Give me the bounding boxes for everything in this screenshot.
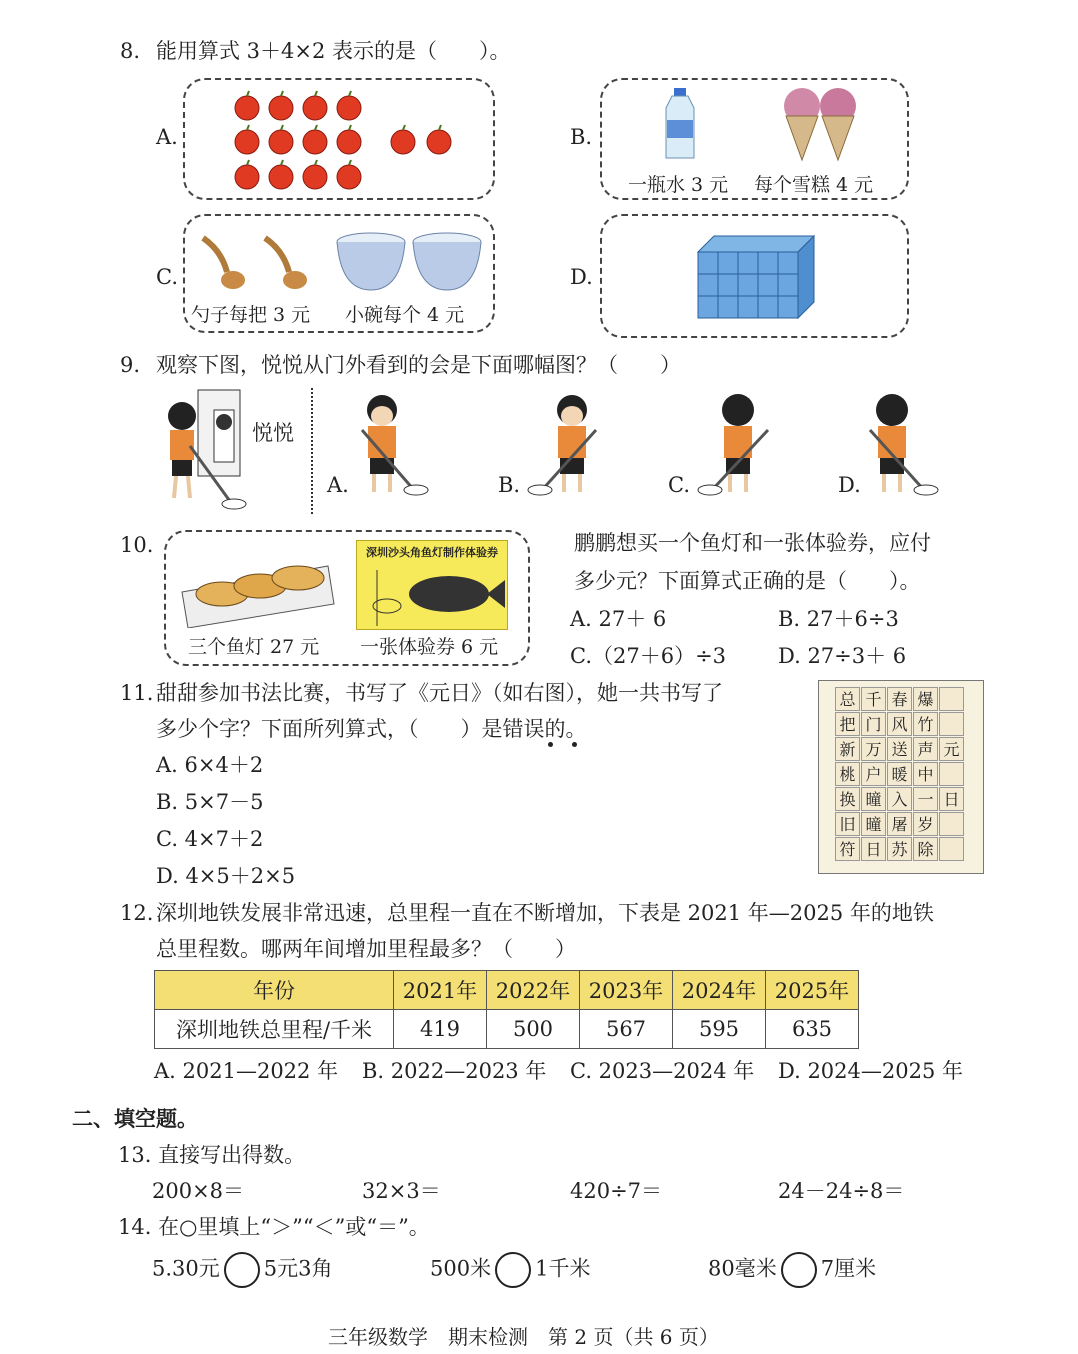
table-header-cell: 2021年 xyxy=(394,971,487,1010)
q13-item[interactable]: 200×8＝ xyxy=(152,1179,245,1203)
q10-option-c[interactable]: C.（27＋6）÷3 xyxy=(570,644,727,668)
water-bottle-icon xyxy=(660,86,700,162)
q8-option-d-label[interactable]: D. xyxy=(570,265,593,289)
poem-char: 符 xyxy=(835,837,860,861)
q12-option-c[interactable]: C. 2023—2024 年 xyxy=(570,1059,755,1083)
poem-char: 桃 xyxy=(835,762,860,786)
apple-icon xyxy=(269,165,293,189)
q9-option-d-label[interactable]: D. xyxy=(838,473,861,497)
poem-char: 暖 xyxy=(887,762,912,786)
apple-icon xyxy=(269,130,293,154)
metro-mileage-table xyxy=(154,970,859,1049)
table-header-row xyxy=(155,971,859,1010)
q11-question-line1: 甜甜参加书法比赛，书写了《元日》（如右图），她一共书写了 xyxy=(156,681,723,705)
compare-circle-input[interactable] xyxy=(224,1252,260,1288)
compare-left: 500米 xyxy=(430,1256,492,1281)
q8-option-a-box[interactable] xyxy=(183,78,495,200)
poem-char: 万 xyxy=(861,737,886,761)
boy-at-door-illustration xyxy=(160,386,250,514)
poem-char: 新 xyxy=(835,737,860,761)
compare-right: 7厘米 xyxy=(820,1256,877,1281)
q9-option-b-label[interactable]: B. xyxy=(498,473,521,497)
apple-icon xyxy=(303,165,327,189)
q11-option-b[interactable]: B. 5×7－5 xyxy=(156,790,264,814)
poem-char: 总 xyxy=(835,687,860,711)
table-header-cell: 2022年 xyxy=(487,971,580,1010)
poem-char: 送 xyxy=(887,737,912,761)
poem-char: 换 xyxy=(835,787,860,811)
poem-char: 曈 xyxy=(861,812,886,836)
table-cell: 635 xyxy=(766,1010,859,1049)
q10-option-a[interactable]: A. 27＋ 6 xyxy=(570,607,667,631)
q10-picture-box xyxy=(164,530,530,666)
q12-question-line2: 总里程数。哪两年间增加里程最多？（ ） xyxy=(156,937,576,961)
poem-char: 入 xyxy=(887,787,912,811)
table-cell: 567 xyxy=(580,1010,673,1049)
compare-right: 5元3角 xyxy=(263,1256,333,1281)
q13-question: 13. 直接写出得数。 xyxy=(118,1143,306,1167)
apple-icon xyxy=(391,130,415,154)
q9-option-c-label[interactable]: C. xyxy=(668,473,690,497)
apple-icon xyxy=(235,130,259,154)
poem-char: 岁 xyxy=(913,812,938,836)
emphasis-dot xyxy=(548,742,553,747)
page-footer: 三年级数学 期末检测 第 2 页（共 6 页） xyxy=(328,1325,719,1349)
table-header-cell: 2024年 xyxy=(673,971,766,1010)
apple-icon xyxy=(337,165,361,189)
poem-char xyxy=(939,812,964,836)
q9-divider xyxy=(311,388,313,514)
q14-question: 14. 在○里填上“＞”“＜”或“＝”。 xyxy=(118,1215,430,1239)
emphasis-dot xyxy=(572,742,577,747)
q8-option-c-box[interactable] xyxy=(183,214,495,333)
q14-compare-1 xyxy=(152,1252,333,1288)
fish-lanterns-icon xyxy=(178,542,338,628)
q8-option-d-box[interactable] xyxy=(600,214,909,338)
ice-cream-icon xyxy=(780,84,860,164)
apple-icon xyxy=(303,96,327,120)
apple-icon xyxy=(337,130,361,154)
q13-item[interactable]: 24－24÷8＝ xyxy=(778,1179,905,1203)
poem-char: 爆 xyxy=(913,687,938,711)
poem-char: 千 xyxy=(861,687,886,711)
q10-caption-ticket: 一张体验券 6 元 xyxy=(360,636,499,658)
poem-char: 声 xyxy=(913,737,938,761)
boy-back-d-icon[interactable] xyxy=(862,386,942,500)
q8-number: 8. xyxy=(120,39,141,63)
poem-char: 旧 xyxy=(835,812,860,836)
q8-question: 能用算式 3＋4×2 表示的是（ ）。 xyxy=(156,39,511,63)
poem-char: 苏 xyxy=(887,837,912,861)
q14-compare-2 xyxy=(430,1252,590,1288)
poem-char: 门 xyxy=(861,712,886,736)
apple-icon xyxy=(337,96,361,120)
bowl-icon xyxy=(335,230,485,294)
q10-question-line2: 多少元？下面算式正确的是（ ）。 xyxy=(574,569,921,593)
section-title: 二、填空题。 xyxy=(72,1106,198,1131)
poem-char xyxy=(939,712,964,736)
table-cell: 深圳地铁总里程/千米 xyxy=(155,1010,394,1049)
ticket-title: 深圳沙头角鱼灯制作体验券 xyxy=(366,546,498,559)
q8-c-caption-spoon: 勺子每把 3 元 xyxy=(191,304,311,326)
q11-number: 11. xyxy=(120,681,154,705)
fish-ticket-icon xyxy=(357,560,507,630)
q10-option-b[interactable]: B. 27＋6÷3 xyxy=(778,607,899,631)
q10-number: 10. xyxy=(120,533,154,557)
q8-b-caption-water: 一瓶水 3 元 xyxy=(628,174,729,196)
poem-char xyxy=(939,837,964,861)
apple-icon xyxy=(427,130,451,154)
q10-option-d[interactable]: D. 27÷3＋ 6 xyxy=(778,644,907,668)
apple-icon xyxy=(303,130,327,154)
compare-right: 1千米 xyxy=(535,1256,591,1281)
boy-front-b-icon[interactable] xyxy=(526,386,606,500)
compare-circle-input[interactable] xyxy=(495,1252,531,1288)
q14-compare-3 xyxy=(708,1252,876,1288)
q11-option-d[interactable]: D. 4×5＋2×5 xyxy=(156,864,296,888)
poem-char: 屠 xyxy=(887,812,912,836)
cube-block-illustration xyxy=(692,230,822,322)
q13-item[interactable]: 32×3＝ xyxy=(362,1179,441,1203)
poem-char xyxy=(939,687,964,711)
table-cell: 419 xyxy=(394,1010,487,1049)
table-header-cell: 年份 xyxy=(155,971,394,1010)
poem-char: 风 xyxy=(887,712,912,736)
q8-option-a-label[interactable]: A. xyxy=(156,125,178,149)
q9-number: 9. xyxy=(120,353,141,377)
q11-option-a[interactable]: A. 6×4＋2 xyxy=(156,753,264,777)
apples-illustration xyxy=(185,80,493,198)
poem-char: 中 xyxy=(913,762,938,786)
calligraphy-poem-grid xyxy=(818,680,984,874)
q11-option-c[interactable]: C. 4×7＋2 xyxy=(156,827,264,851)
poem-char: 日 xyxy=(939,787,964,811)
spoon-icon xyxy=(195,230,325,294)
q8-b-caption-icecream: 每个雪糕 4 元 xyxy=(754,174,874,196)
compare-left: 5.30元 xyxy=(152,1256,220,1281)
apple-icon xyxy=(235,96,259,120)
poem-char: 竹 xyxy=(913,712,938,736)
table-header-cell: 2025年 xyxy=(766,971,859,1010)
q8-c-caption-bowl: 小碗每个 4 元 xyxy=(345,304,465,326)
q8-option-b-label[interactable]: B. xyxy=(570,125,593,149)
apple-icon xyxy=(269,96,293,120)
poem-char: 元 xyxy=(939,737,964,761)
table-cell: 500 xyxy=(487,1010,580,1049)
poem-char: 春 xyxy=(887,687,912,711)
poem-char: 把 xyxy=(835,712,860,736)
poem-char xyxy=(939,762,964,786)
poem-char: 日 xyxy=(861,837,886,861)
table-row xyxy=(155,1010,859,1049)
experience-ticket xyxy=(356,540,508,630)
q12-question-line1: 深圳地铁发展非常迅速，总里程一直在不断增加，下表是 2021 年—2025 年的地铁 xyxy=(156,901,934,925)
q9-question: 观察下图，悦悦从门外看到的会是下面哪幅图？（ ） xyxy=(156,353,681,377)
q10-question-line1: 鹏鹏想买一个鱼灯和一张体验券，应付 xyxy=(574,531,931,555)
q13-item[interactable]: 420÷7＝ xyxy=(570,1179,663,1203)
compare-left: 80毫米 xyxy=(708,1256,777,1281)
poem-char: 户 xyxy=(861,762,886,786)
apple-icon xyxy=(235,165,259,189)
compare-circle-input[interactable] xyxy=(781,1252,817,1288)
q9-option-a-label[interactable]: A. xyxy=(327,473,349,497)
poem-char: 除 xyxy=(913,837,938,861)
q8-option-c-label[interactable]: C. xyxy=(156,265,178,289)
poem-char: 曈 xyxy=(861,787,886,811)
q10-caption-lanterns: 三个鱼灯 27 元 xyxy=(188,636,320,658)
boy-back-c-icon[interactable] xyxy=(696,386,776,500)
q12-number: 12. xyxy=(120,901,154,925)
q8-option-b-box[interactable] xyxy=(600,78,909,200)
q12-option-d[interactable]: D. 2024—2025 年 xyxy=(778,1059,964,1083)
table-cell: 595 xyxy=(673,1010,766,1049)
poem-char: 一 xyxy=(913,787,938,811)
table-header-cell: 2023年 xyxy=(580,971,673,1010)
q9-name-label: 悦悦 xyxy=(252,421,294,445)
boy-front-a-icon[interactable] xyxy=(352,386,432,500)
q12-option-b[interactable]: B. 2022—2023 年 xyxy=(362,1059,547,1083)
q11-question-line2: 多少个字？下面所列算式，（ ）是错误的。 xyxy=(156,717,587,741)
q12-option-a[interactable]: A. 2021—2022 年 xyxy=(154,1059,339,1083)
